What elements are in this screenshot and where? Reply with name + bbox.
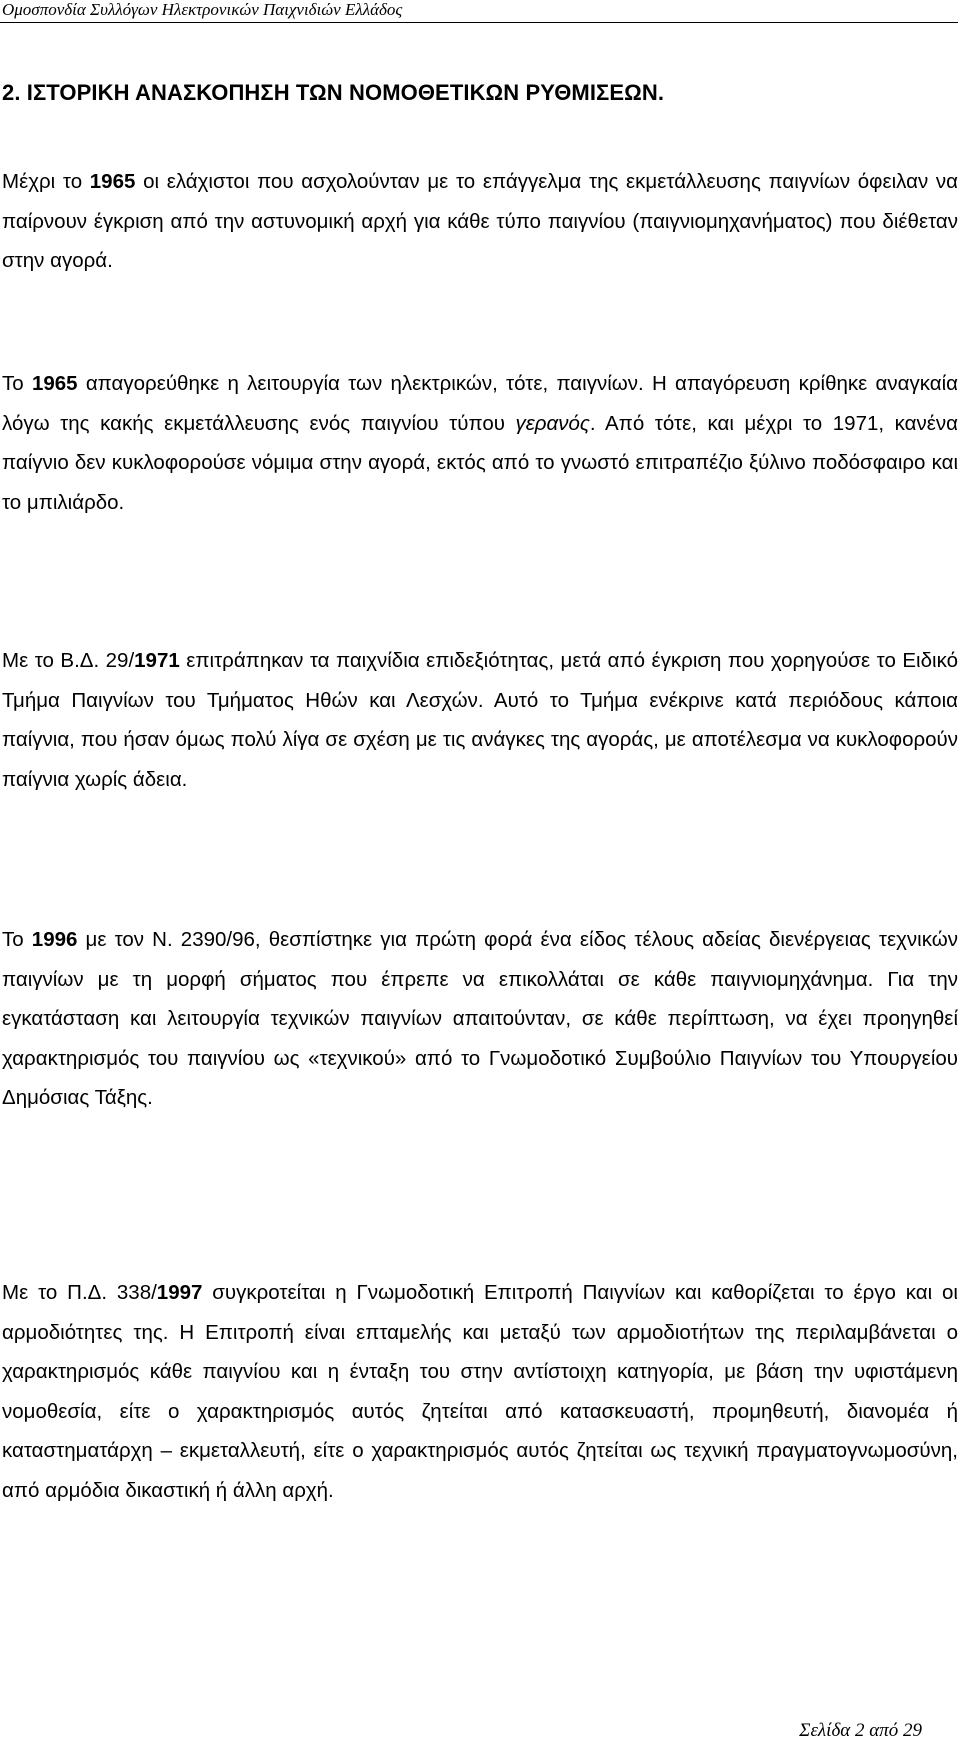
italic-term: γερανός: [515, 411, 590, 435]
paragraph-text: με τον Ν. 2390/96, θεσπίστηκε για πρώτη φορά ένα είδος τέλους αδείας διενέργειας τεχνικών παιγνίων με τη μορφή σήματος που έπρεπε να επικολλάται σε κάθε παιγνιομηχάνημα. Για την εγκατάσταση και λειτουργία τεχνικών παιγνίων απαιτούνταν, σε κάθε περίπτωση, να έχει προηγηθεί χαρακτηρισμός του παιγνίου ως «τεχνικού» από το Γνωμοδοτικό Συμβούλιο Παιγνίων του Υπουργείου Δημόσιας Τάξης.: [2, 928, 958, 1109]
year-highlight: 1971: [134, 649, 180, 672]
paragraph-text: Με το Β.Δ. 29/: [2, 649, 135, 672]
paragraph-text: . Από τότε, και μέχρι το 1971, κανένα παίγνιο δεν κυκλοφορούσε νόμιμα στην αγορά, εκτός από το γνωστό επιτραπέζιο ξύλινο ποδόσφαιρο και το μπιλιάρδο.: [2, 411, 958, 514]
paragraph-text: Με το Π.Δ. 338/: [2, 1281, 157, 1304]
paragraph-text: απαγορεύθηκε η λειτουργία των ηλεκτρικών, τότε, παιγνίων. Η απαγόρευση κρίθηκε αναγκαία λόγω της κακής εκμετάλλευσης ενός παιγνίου τύπου: [2, 372, 958, 435]
page-number: Σελίδα 2 από 29: [799, 1720, 922, 1741]
paragraph-1: [2, 162, 958, 281]
paragraph-3: [2, 641, 958, 799]
paragraph-text: επιτράπηκαν τα παιχνίδια επιδεξιότητας, μετά από έγκριση που χορηγούσε το Ειδικό Τμήμα Παιγνίων του Τμήματος Ηθών και Λεσχών. Αυτό το Τμήμα ενέκρινε κατά περιόδους κάποια παίγνια, που ήσαν όμως πολύ λίγα σε σχέση με τις ανάγκες της αγοράς, με αποτέλεσμα να κυκλοφορούν παίγνια χωρίς άδεια.: [2, 649, 958, 791]
paragraph-text: οι ελάχιστοι που ασχολούνταν με το επάγγελμα της εκμετάλλευσης παιγνίων όφειλαν να παίρνουν έγκριση από την αστυνομική αρχή για κάθε τύπο παιγνίου (παιγνιομηχανήματος) που διέθεταν στην αγορά.: [2, 170, 958, 272]
paragraph-5: [2, 1273, 958, 1510]
paragraph-2: [2, 364, 958, 522]
header-divider: [0, 22, 958, 23]
section-title: 2. ΙΣΤΟΡΙΚΗ ΑΝΑΣΚΟΠΗΣΗ ΤΩΝ ΝΟΜΟΘΕΤΙΚΩΝ ΡΥΘΜΙΣΕΩΝ.: [2, 80, 665, 105]
paragraph-text: Το: [2, 372, 32, 395]
paragraph-text: συγκροτείται η Γνωμοδοτική Επιτροπή Παιγνίων και καθορίζεται το έργο και οι αρμοδιότητες της. Η Επιτροπή είναι επταμελής και μεταξύ των αρμοδιοτήτων της περιλαμβάνεται ο χαρακτηρισμός κάθε παιγνίου και η ένταξη του στην αντίστοιχη κατηγορία, με βάση την υφιστάμενη νομοθεσία, είτε ο χαρακτηρισμός αυτός ζητείται από κατασκευαστή, προμηθευτή, διανομέα ή καταστηματάρχη – εκμεταλλευτή, είτε ο χαρακτηρισμός αυτός ζητείται ως τεχνική πραγματογνωμοσύνη, από αρμόδια δικαστική ή άλλη αρχή.: [2, 1281, 958, 1502]
year-highlight: 1996: [31, 928, 78, 951]
year-highlight: 1965: [31, 372, 78, 395]
running-header: Ομοσπονδία Συλλόγων Ηλεκτρονικών Παιχνιδιών Ελλάδος: [2, 0, 403, 19]
paragraph-4: [2, 920, 958, 1118]
year-highlight: 1997: [156, 1281, 203, 1304]
year-highlight: 1965: [89, 170, 136, 193]
paragraph-text: Μέχρι το: [2, 170, 90, 193]
paragraph-text: Το: [2, 928, 32, 951]
